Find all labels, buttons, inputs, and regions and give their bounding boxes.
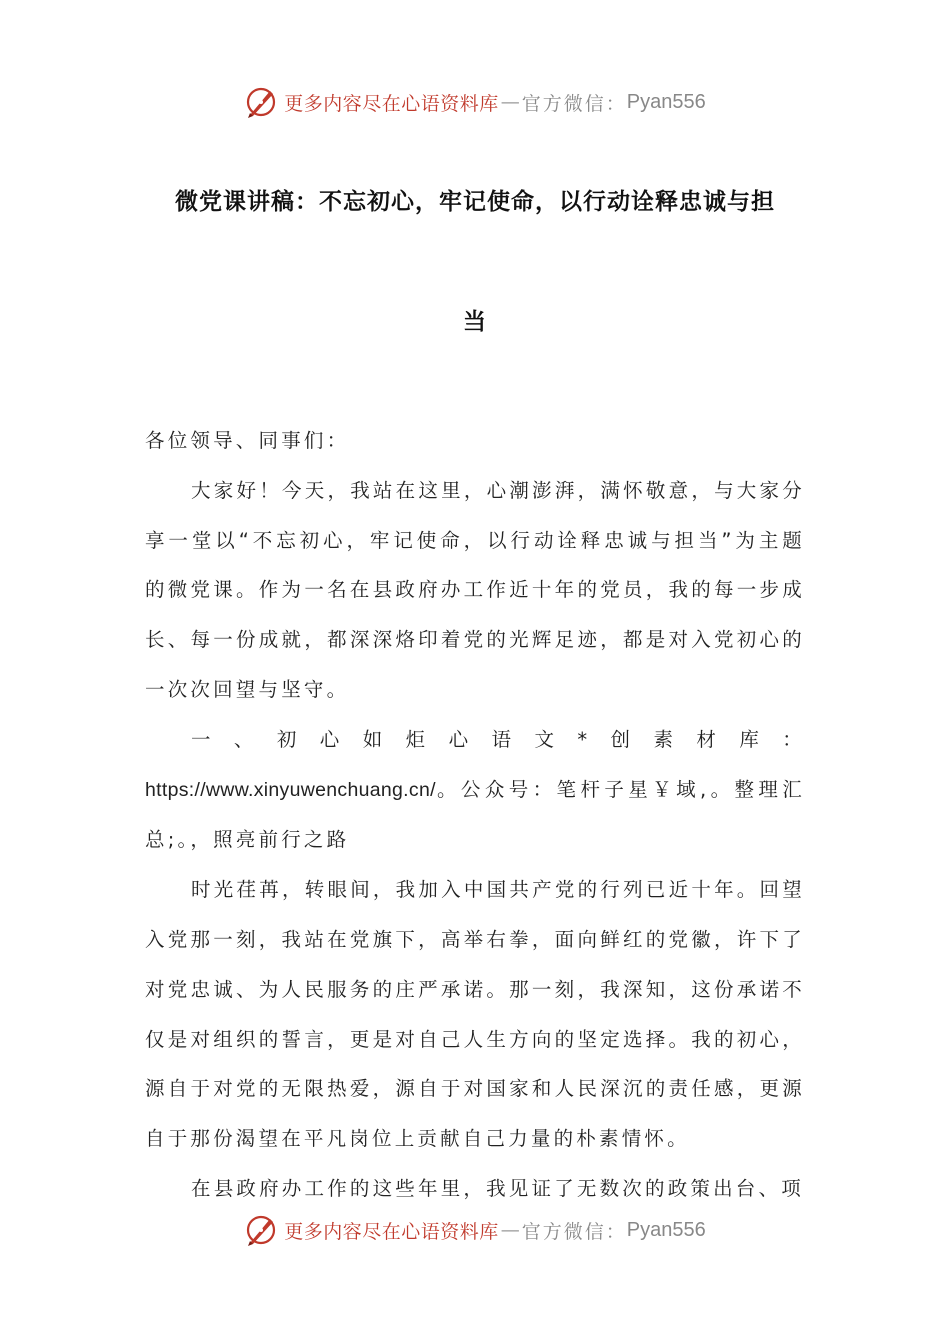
source-url-link[interactable]: https://www.xinyuwenchuang.cn/ bbox=[145, 778, 436, 801]
banner-wechat-id: Pyan556 bbox=[626, 1218, 706, 1241]
footer-banner bbox=[0, 1210, 950, 1250]
paragraph-work-years: 在县政府办工作的这些年里，我见证了无数次的政策出台、项 bbox=[191, 1176, 804, 1200]
banner-official-label: 官方微信： bbox=[521, 92, 627, 115]
section-heading-1 bbox=[145, 715, 805, 865]
section-heading-prefix: 一、初心如炬心语文*创素材库： bbox=[191, 727, 805, 751]
banner-wechat-id: Pyan556 bbox=[626, 90, 706, 113]
section-heading-suffix: 。公众号：笔杆子星￥域,。整理汇总;。，照亮前行之路 bbox=[145, 777, 805, 852]
banner-official-label: 官方微信： bbox=[521, 1220, 627, 1243]
salutation: 各位领导、同事们： bbox=[145, 429, 350, 452]
banner-separator: — bbox=[500, 1219, 520, 1241]
document-title-line1: 微党课讲稿：不忘初心，牢记使命，以行动诠释忠诚与担 bbox=[175, 189, 775, 215]
quill-pen-circle-icon bbox=[244, 85, 278, 119]
paragraph-initial-aspiration: 时光荏苒，转眼间，我加入中国共产党的行列已近十年。回望入党那一刻，我站在党旗下，高举右拳，面向鲜红的党徽，许下了对党忠诚、为人民服务的庄严承诺。那一刻，我深知，这份承诺不仅是对组织的誓言，更是对自己人生方向的坚定选择。我的初心，源自于对党的无限热爱，源自于对国家和人民深沉的责任感，更源自于那份渴望在平凡岗位上贡献自己力量的朴素情怀。 bbox=[145, 878, 805, 1151]
quill-pen-circle-icon bbox=[244, 1213, 278, 1247]
banner-main-text: 更多内容尽在心语资料库 bbox=[284, 1220, 499, 1243]
banner-separator: — bbox=[500, 91, 520, 113]
banner-main-text: 更多内容尽在心语资料库 bbox=[284, 92, 499, 115]
paragraph-opening: 大家好！今天，我站在这里，心潮澎湃，满怀敬意，与大家分享一堂以“不忘初心，牢记使命，以行动诠释忠诚与担当”为主题的微党课。作为一名在县政府办工作近十年的党员，我的每一步成长、每一份成就，都深深烙印着党的光辉足迹，都是对入党初心的一次次回望与坚守。 bbox=[145, 478, 805, 701]
document-body bbox=[145, 416, 805, 1214]
document-title-line2: 当 bbox=[463, 309, 487, 335]
header-banner bbox=[0, 82, 950, 122]
